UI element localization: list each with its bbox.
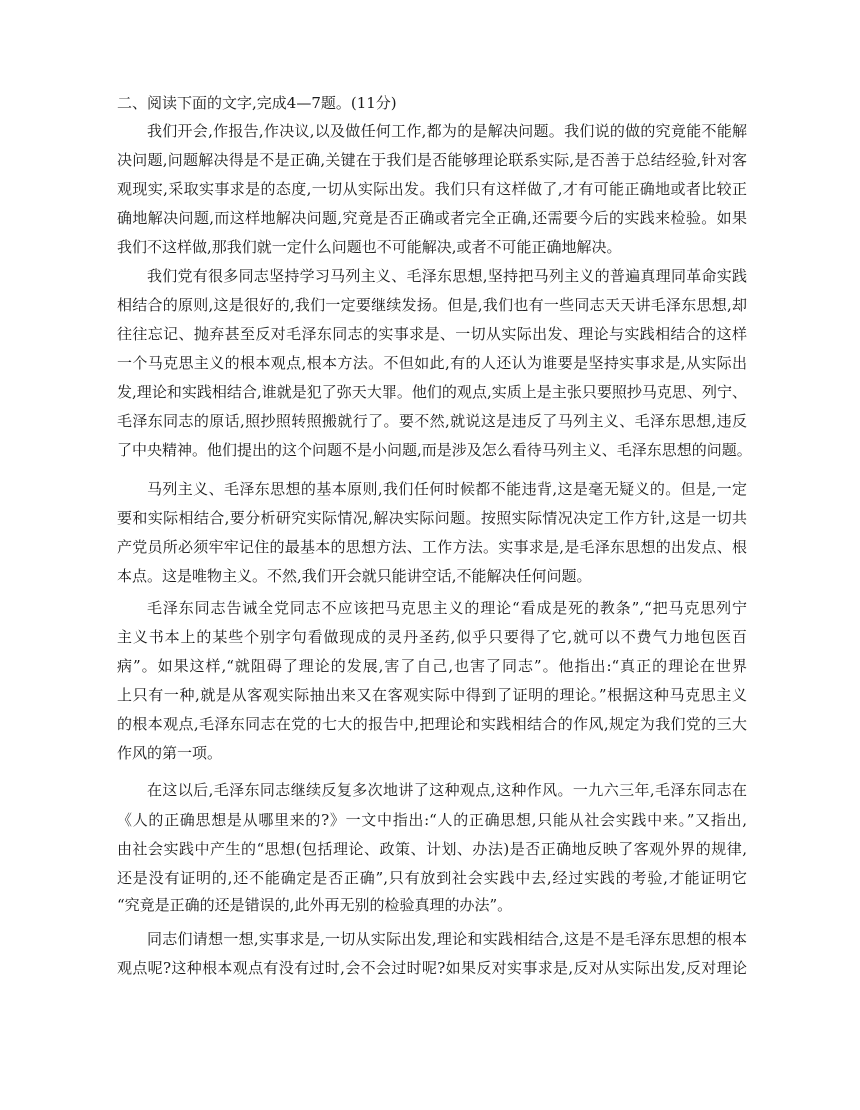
paragraph-5-line-4: 还是没有证明的,还不能确定是否正确”,只有放到社会实践中去,经过实践的考验,才能证明它 [117,869,747,887]
paragraph-6-line-2: 观点呢?这种根本观点有没有过时,会不会过时呢?如果反对实事求是,反对从实际出发,反对理论 [117,959,747,977]
paragraph-5-line-5: “究竟是正确的还是错误的,此外再无别的检验真理的办法”。 [117,896,513,914]
paragraph-2-line-5: 发,理论和实践相结合,谁就是犯了弥天大罪。他们的观点,实质上是主张只要照抄马克思、列宁、 [117,383,747,401]
paragraph-1-line-2: 决问题,问题解决得是不是正确,关键在于我们是否能够理论联系实际,是否善于总结经验,针对客 [117,151,747,169]
paragraph-1-line-1: 我们开会,作报告,作决议,以及做任何工作,都为的是解决问题。我们说的做的究竟能不能解 [147,122,747,140]
paragraph-4-line-2: 主义书本上的某些个别字句看做现成的灵丹圣药,似乎只要得了它,就可以不费气力地包医百 [117,628,747,646]
paragraph-3-line-3: 产党员所必须牢牢记住的最基本的思想方法、工作方法。实事求是,是毛泽东思想的出发点、根 [117,538,747,556]
paragraph-2-line-7: 了中央精神。他们提出的这个问题不是小问题,而是涉及怎么看待马列主义、毛泽东思想的问题。 [117,441,752,459]
paragraph-5-line-3: 由社会实践中产生的“思想(包括理论、政策、计划、办法)是否正确地反映了客观外界的规律, [117,840,747,858]
paragraph-1-line-5: 我们不这样做,那我们就一定什么问题也不可能解决,或者不可能正确地解决。 [117,238,622,256]
paragraph-4-line-3: 病”。如果这样,“就阻碍了理论的发展,害了自己,也害了同志”。他指出:“真正的理论在世界 [117,657,747,675]
paragraph-3-line-2: 要和实际相结合,要分析研究实际情况,解决实际问题。按照实际情况决定工作方针,这是一切共 [117,509,747,527]
paragraph-1-line-4: 确地解决问题,而这样地解决问题,究竟是否正确或者完全正确,还需要今后的实践来检验。如果 [117,209,747,227]
paragraph-2-line-6: 毛泽东同志的原话,照抄照转照搬就行了。要不然,就说这是违反了马列主义、毛泽东思想,违反 [117,412,747,430]
paragraph-2-line-3: 往往忘记、抛弃甚至反对毛泽东同志的实事求是、一切从实际出发、理论与实践相结合的这样 [117,325,747,343]
paragraph-2-line-2: 相结合的原则,这是很好的,我们一定要继续发扬。但是,我们也有一些同志天天讲毛泽东思想,却 [117,296,747,314]
paragraph-5-line-2: 《人的正确思想是从哪里来的?》一文中指出:“人的正确思想,只能从社会实践中来。”又指出, [117,811,747,829]
paragraph-4-line-6: 作风的第一项。 [117,744,223,762]
paragraph-6-line-1: 同志们请想一想,实事求是,一切从实际出发,理论和实践相结合,这是不是毛泽东思想的根本 [147,930,747,948]
paragraph-4-line-5: 的根本观点,毛泽东同志在党的七大的报告中,把理论和实践相结合的作风,规定为我们党的三大 [117,715,747,733]
paragraph-3-line-4: 本点。这是唯物主义。不然,我们开会就只能讲空话,不能解决任何问题。 [117,567,592,585]
paragraph-3-line-1: 马列主义、毛泽东思想的基本原则,我们任何时候都不能违背,这是毫无疑义的。但是,一定 [147,480,747,498]
section-heading: 二、阅读下面的文字,完成4—7题。(11分) [117,94,397,112]
paragraph-2-line-4: 一个马克思主义的根本观点,根本方法。不但如此,有的人还认为谁要是坚持实事求是,从实际出 [117,354,747,372]
paragraph-4-line-1: 毛泽东同志告诫全党同志不应该把马克思主义的理论“看成是死的教条”,“把马克思列宁 [147,599,747,617]
paragraph-2-line-1: 我们党有很多同志坚持学习马列主义、毛泽东思想,坚持把马列主义的普遍真理同革命实践 [147,267,747,285]
paragraph-5-line-1: 在这以后,毛泽东同志继续反复多次地讲了这种观点,这种作风。一九六三年,毛泽东同志在 [147,781,747,799]
paragraph-1-line-3: 观现实,采取实事求是的态度,一切从实际出发。我们只有这样做了,才有可能正确地或者比较正 [117,180,747,198]
paragraph-4-line-4: 上只有一种,就是从客观实际抽出来又在客观实际中得到了证明的理论。”根据这种马克思主义 [117,686,747,704]
